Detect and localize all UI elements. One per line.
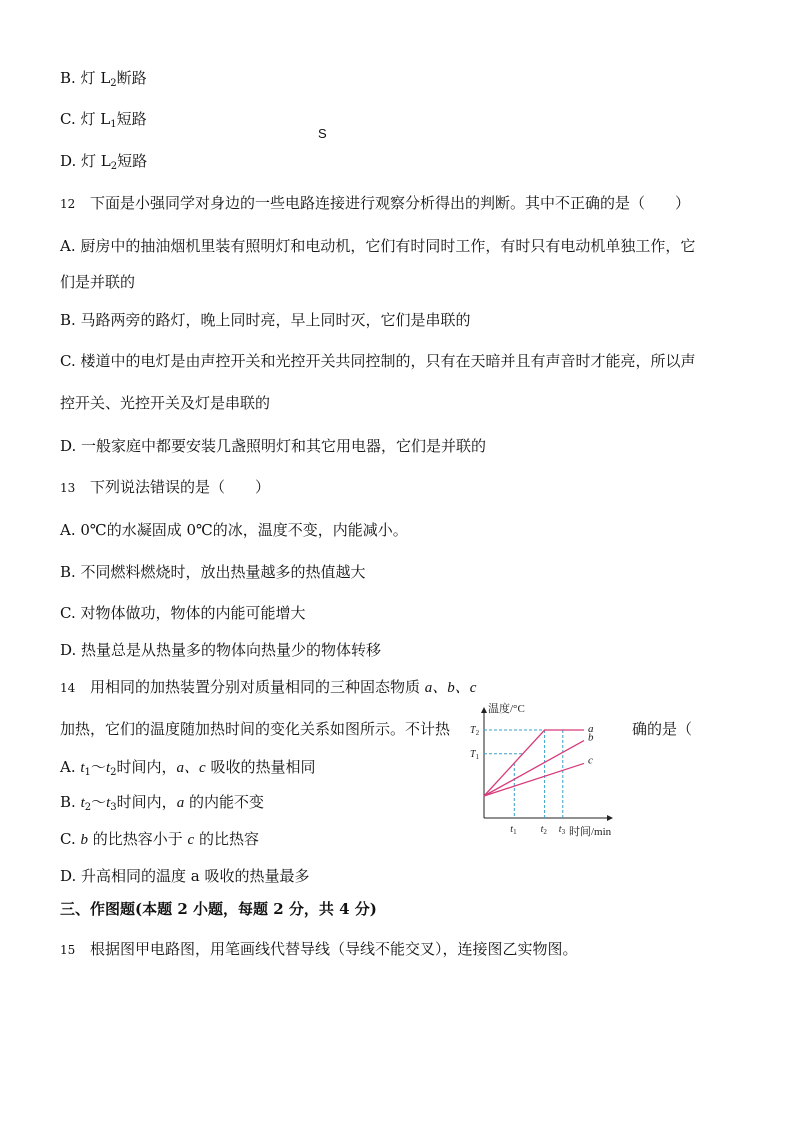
y-axis-label: 温度/°C bbox=[488, 703, 525, 715]
q12-option-d: D. 一般家庭中都要安装几盏照明灯和其它用电器，它们是并联的 bbox=[60, 437, 487, 455]
guide-lines bbox=[484, 730, 584, 818]
q15-number: 15 bbox=[60, 943, 76, 957]
y-tick-T2: $T_2$ bbox=[470, 725, 480, 737]
q14-option-c: C. b 的比热容小于 c 的比热容 bbox=[60, 830, 259, 848]
temperature-time-chart bbox=[462, 700, 622, 840]
section-3-title: 三、作图题(本题 2 小题，每题 2 分，共 4 分) bbox=[60, 900, 377, 918]
q11-option-b: B. 灯 $L_2$断路 bbox=[60, 69, 147, 89]
q12-option-a-line2: 们是并联的 bbox=[60, 273, 136, 291]
q14-number: 14 bbox=[60, 681, 76, 695]
q15-stem: 15 根据图甲电路图，用笔画线代替导线（导线不能交叉），连接图乙实物图。 bbox=[60, 940, 578, 958]
x-tick-t2: $t_2$ bbox=[540, 824, 547, 836]
series-b-label: b bbox=[588, 731, 594, 744]
q14-option-d: D. 升高相同的温度 a 吸收的热量最多 bbox=[60, 867, 310, 885]
q12-number: 12 bbox=[60, 197, 76, 211]
q13-option-b: B. 不同燃料燃烧时，放出热量越多的热值越大 bbox=[60, 563, 366, 581]
q14-option-b: B. $t_2\sim t_3$时间内，a 的内能不变 bbox=[60, 793, 264, 813]
q12-option-a-line1: A. 厨房中的抽油烟机里装有照明灯和电动机，它们有时同时工作，有时只有电动机单独工作，它 bbox=[60, 237, 696, 255]
x-axis-label: 时间/min bbox=[569, 826, 612, 838]
series-a-label: a bbox=[588, 723, 594, 735]
q14-option-a: A. $t_1\sim t_2$时间内，a、c 吸收的热量相同 bbox=[60, 758, 316, 778]
q14-stem-line2-tail: 确的是（ bbox=[632, 720, 693, 738]
q14-stem-line1: 14 用相同的加热装置分别对质量相同的三种固态物质 a、b、c bbox=[60, 678, 477, 696]
q13-option-d: D. 热量总是从热量多的物体向热量少的物体转移 bbox=[60, 641, 382, 659]
series-a-line bbox=[484, 730, 584, 796]
switch-label-s: S bbox=[318, 126, 327, 141]
series-lines bbox=[484, 723, 594, 796]
q11-option-d: D. 灯 $L_2$短路 bbox=[60, 152, 148, 172]
x-tick-t3: $t_3$ bbox=[558, 824, 566, 836]
q14-stem-line2: 加热，它们的温度随加热时间的变化关系如图所示。不计热 bbox=[60, 720, 451, 738]
q13-option-c: C. 对物体做功，物体的内能可能增大 bbox=[60, 604, 306, 622]
q12-option-c-line1: C. 楼道中的电灯是由声控开关和光控开关共同控制的，只有在天暗并且有声音时才能亮，所以声 bbox=[60, 352, 696, 370]
q12-option-b: B. 马路两旁的路灯，晚上同时亮，早上同时灭，它们是串联的 bbox=[60, 311, 471, 329]
q11-option-c: C. 灯 $L_1$短路 bbox=[60, 110, 147, 130]
q13-number: 13 bbox=[60, 481, 76, 495]
q12-stem: 12 下面是小强同学对身边的一些电路连接进行观察分析得出的判断。其中不正确的是（ ） bbox=[60, 194, 691, 212]
x-tick-t1: $t_1$ bbox=[510, 824, 517, 836]
y-tick-T1: $T_1$ bbox=[470, 748, 480, 761]
q13-option-a: A. 0℃的水凝固成 0℃的冰，温度不变，内能减小。 bbox=[60, 521, 408, 539]
q13-stem: 13 下列说法错误的是（ ） bbox=[60, 478, 271, 496]
q12-option-c-line2: 控开关、光控开关及灯是串联的 bbox=[60, 394, 271, 412]
series-c-label: c bbox=[588, 754, 593, 767]
